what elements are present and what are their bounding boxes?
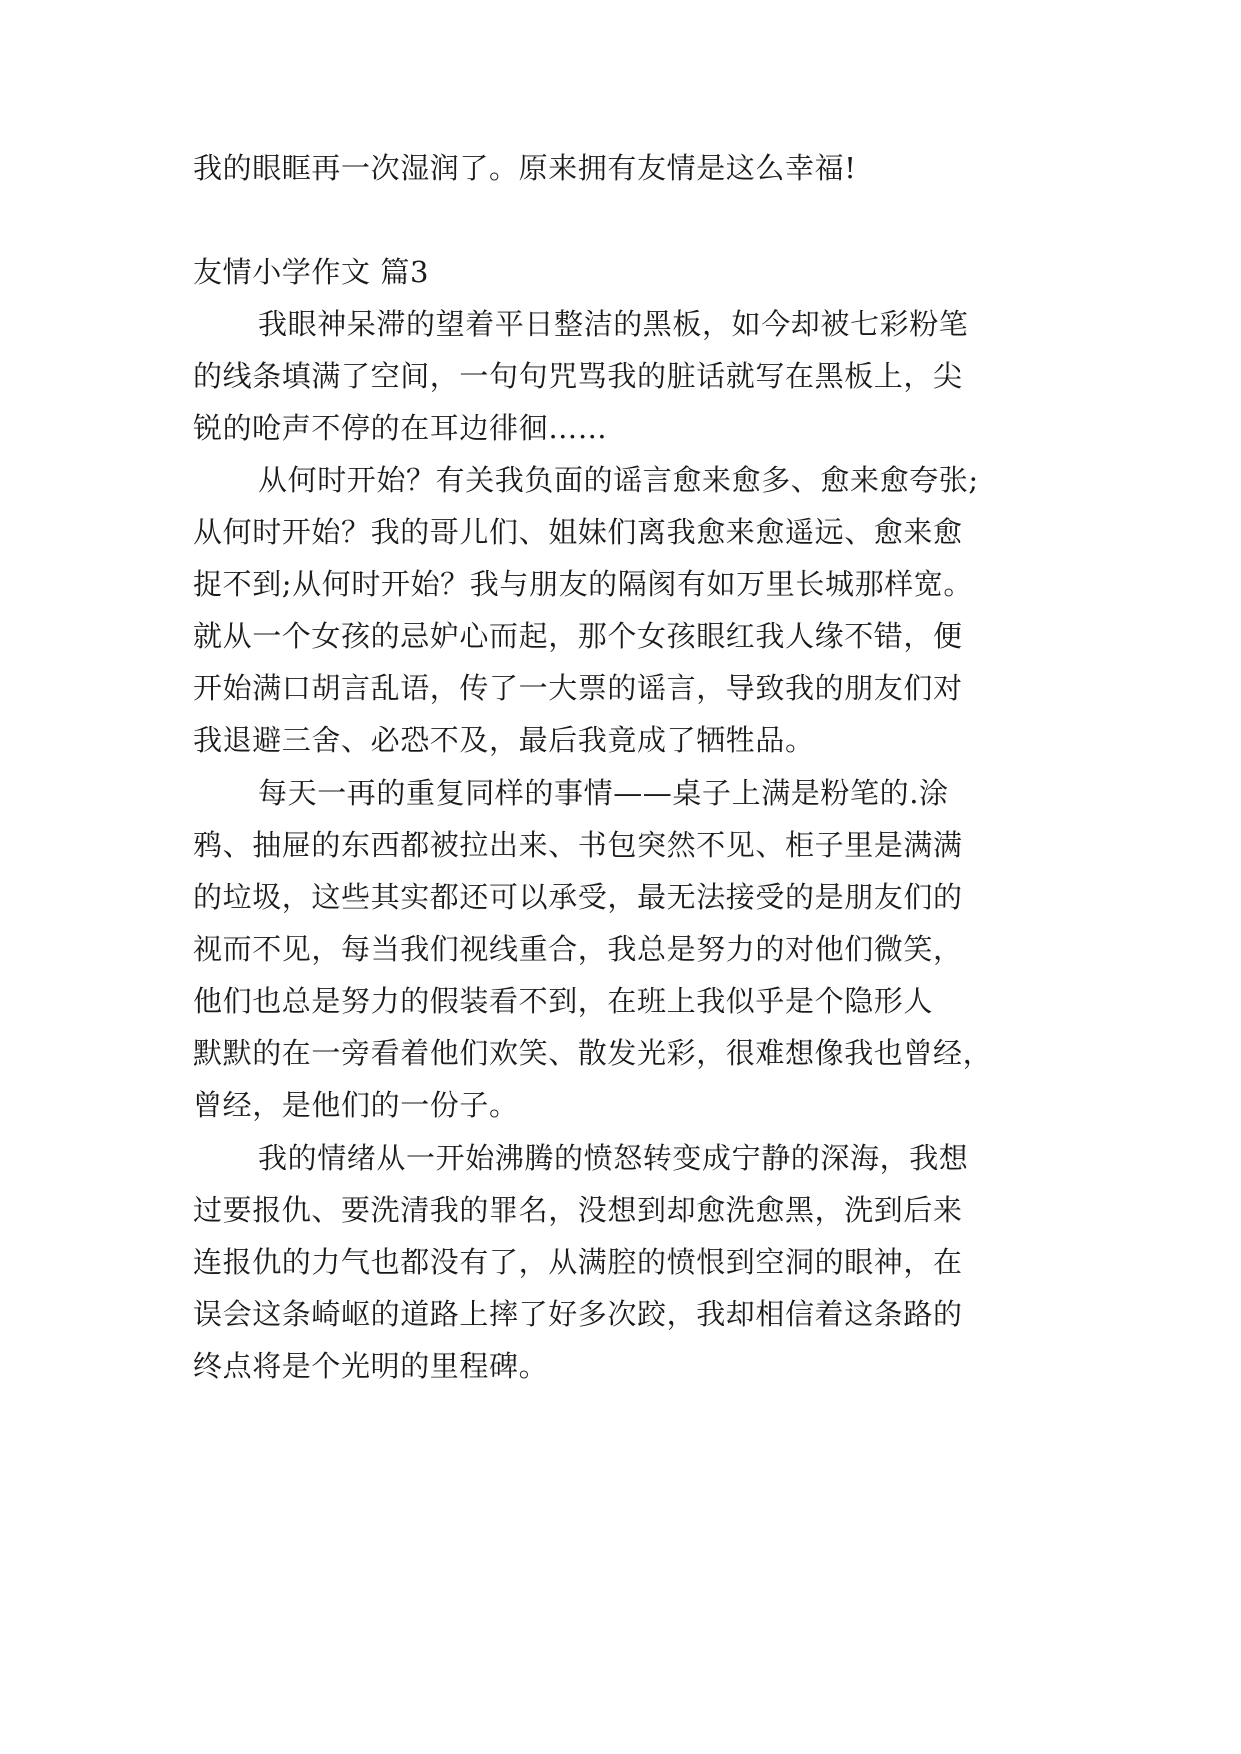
paragraph-line: 从何时开始？有关我负面的谣言愈来愈多、愈来愈夸张; — [258, 463, 979, 497]
paragraph-line: 终点将是个光明的里程碑。 — [193, 1349, 549, 1383]
paragraph-line: 连报仇的力气也都没有了，从满腔的愤恨到空洞的眼神，在 — [193, 1245, 963, 1279]
paragraph-line: 的垃圾，这些其实都还可以承受，最无法接受的是朋友们的 — [193, 880, 963, 914]
paragraph-line: 每天一再的重复同样的事情——桌子上满是粉笔的.涂 — [258, 776, 949, 810]
paragraph-line: 鸦、抽屉的东西都被拉出来、书包突然不见、柜子里是满满 — [193, 828, 963, 862]
section-title: 友情小学作文 篇3 — [193, 255, 430, 289]
paragraph-line: 开始满口胡言乱语，传了一大票的谣言，导致我的朋友们对 — [193, 671, 963, 705]
paragraph-line: 锐的呛声不停的在耳边徘徊…… — [193, 411, 608, 445]
paragraph-line: 误会这条崎岖的道路上摔了好多次跤，我却相信着这条路的 — [193, 1297, 963, 1331]
paragraph-line: 捉不到;从何时开始？我与朋友的隔阂有如万里长城那样宽。 — [193, 567, 973, 601]
paragraph-line: 曾经，是他们的一份子。 — [193, 1088, 519, 1122]
paragraph-line: 我退避三舍、必恐不及，最后我竟成了牺牲品。 — [193, 723, 815, 757]
paragraph-line: 过要报仇、要洗清我的罪名，没想到却愈洗愈黑，洗到后来 — [193, 1193, 963, 1227]
paragraph-line: 从何时开始？我的哥儿们、姐妹们离我愈来愈遥远、愈来愈 — [193, 515, 963, 549]
closing-line: 我的眼眶再一次湿润了。原来拥有友情是这么幸福! — [193, 151, 857, 185]
paragraph-line: 就从一个女孩的忌妒心而起，那个女孩眼红我人缘不错，便 — [193, 619, 963, 653]
paragraph-line: 默默的在一旁看着他们欢笑、散发光彩，很难想像我也曾经， — [193, 1036, 993, 1070]
paragraph-line: 我的情绪从一开始沸腾的愤怒转变成宁静的深海，我想 — [258, 1141, 969, 1175]
paragraph-line: 的线条填满了空间，一句句咒骂我的脏话就写在黑板上，尖 — [193, 359, 963, 393]
paragraph-line: 我眼神呆滞的望着平日整洁的黑板，如今却被七彩粉笔 — [258, 307, 969, 341]
paragraph-line: 他们也总是努力的假装看不到，在班上我似乎是个隐形人 — [193, 984, 934, 1018]
paragraph-line: 视而不见，每当我们视线重合，我总是努力的对他们微笑， — [193, 932, 963, 966]
